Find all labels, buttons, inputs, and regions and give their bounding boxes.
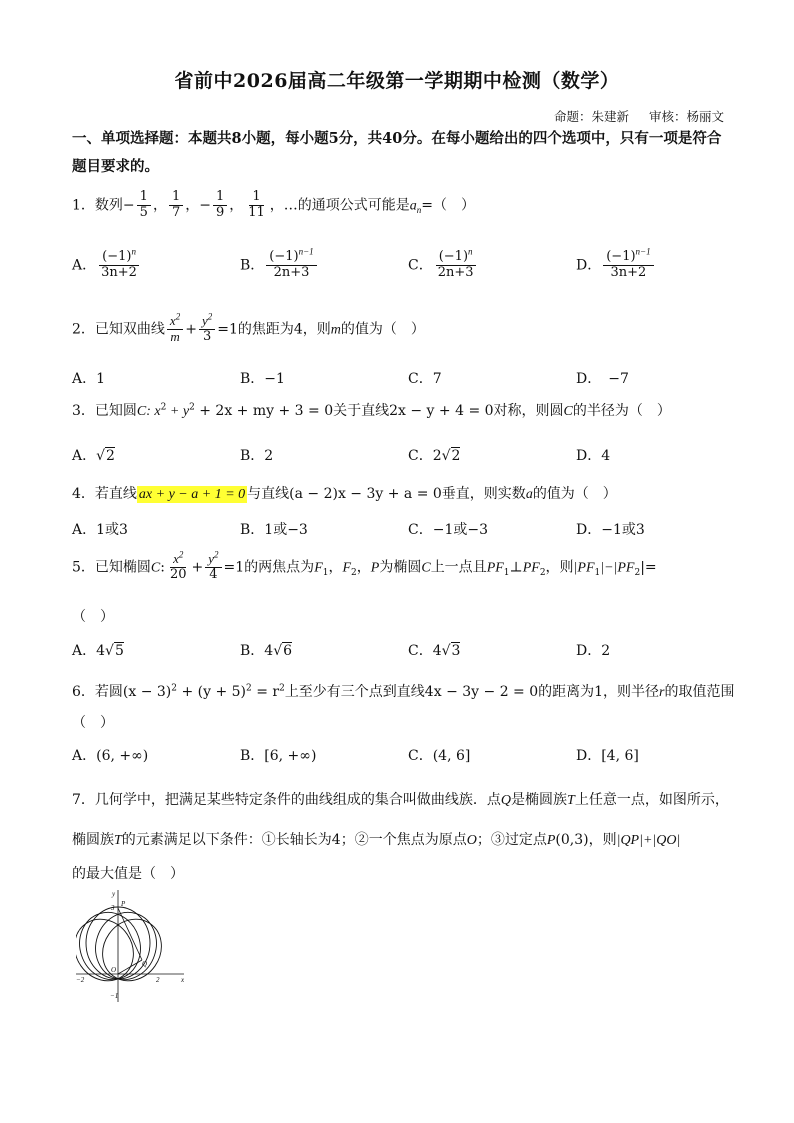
q1-frac-1-den: 5 [139,204,148,220]
q1-sign-1: − [122,197,135,214]
option-label: A． [72,448,97,464]
q5-prefix: 5．已知椭圆 [72,559,151,576]
q3-option-c[interactable]: C．2√2 [408,448,461,464]
q6-option-d[interactable]: D．[4, 6] [576,748,639,764]
q6-text2: + (y + 5) [177,684,247,700]
question-6: 6．若圆$(x - 3)^2 + (y + 5)^2 = r^2$上至少有三个点到直线4x − 3y − 2 = 0的距离为1，则半径r的取值范围 [72,683,735,700]
q5-frac-2 [205,549,221,583]
question-2: 2．已知双曲线 $\frac{x^2}{m}$ + $\frac{y^2}{3}$ =1的焦距为4，则m的值为（ ） [72,311,425,344]
q4-prefix: 4．若直线 [72,486,137,502]
reviewer-label: 审核：杨丽文 [648,109,724,124]
q7-l2d: (0,3)，则 [555,832,617,848]
q1-opt-d-den: 3n+2 [610,264,647,280]
q1-opt-d-frac [603,246,653,281]
q7-o: O [466,833,477,848]
q2-frac-2-den: 3 [202,328,212,344]
point-q-label: Q [142,960,148,968]
q1-frac-3 [213,190,227,221]
q5-option-c[interactable]: C．4√3 [408,643,461,659]
q7-l2b: 的元素满足以下条件：①长轴长为4；②一个焦点为原点 [121,832,467,848]
q1-option-d[interactable] [576,246,656,281]
q5-perp: ⊥ [509,559,523,576]
question-7-line-3: 的最大值是（ ） [72,866,184,882]
q1-frac-4-den: 11 [248,204,265,220]
q5-f2: F [342,560,352,576]
tick-neg1-label: −1 [110,992,119,1000]
q3-f: C [563,404,573,419]
q6-tail: 的取值范围 [664,684,735,700]
author-line [554,107,724,125]
q2-frac-1-num: $x^2$ [167,314,183,330]
point-p-label: P [121,900,126,908]
q5-cond: PF [486,560,504,576]
q5-opt-a-val: 5 [114,643,124,659]
q6-text4: 上至少有三个点到直线4x − 3y − 2 = 0的距离为1，则半径 [284,684,660,700]
q3-g: 的半径为（ ） [572,403,671,419]
q5-abs1: |PF [573,560,595,576]
q7-q: Q [500,793,512,808]
q5-f1n: x [173,551,179,566]
q4-tail: 的值为（ ） [532,486,617,502]
q2-option-d[interactable]: D． −7 [576,371,629,387]
q3-opt-a-val: 2 [106,448,115,464]
q7-l1a: 7．几何学中，把满足某些特定条件的曲线组成的集合叫做曲线族．点 [72,792,501,808]
q3-c: : x [146,404,161,419]
q1-opt-c-exp: n [468,246,473,257]
q5-mid: =1的两焦点为 [223,559,315,576]
option-label: C．2 [408,448,442,464]
q2-tail: 的值为（ ） [340,321,425,338]
q1-opt-b-den: 2n+3 [273,264,310,280]
option-label: B． [240,257,265,274]
q6-text: 6．若圆(x − 3) [72,684,172,700]
question-4 [72,483,617,503]
tick-2-label: 2 [156,976,160,984]
q7-p: P [546,833,556,848]
q1-frac-3-num: 1 [213,190,227,206]
q1-opt-c-frac [435,246,477,281]
section-heading: 一、单项选择题：本题共8小题，每小题5分，共40分。在每小题给出的四个选项中，只有一项是符合题目要求的。 [72,130,722,175]
origin-label: O [111,966,117,974]
q1-sign-3: − [199,197,211,214]
q3-opt-b-val: 2 [264,448,274,464]
q5-answer-paren: （ ） [72,609,114,625]
ellipse-family-figure [76,888,188,1006]
q4-option-c[interactable]: C．−1或−3 [408,522,488,538]
q2-option-c[interactable]: C．7 [408,371,442,387]
tick-3-label: 3 [111,904,115,912]
q1-opt-a-base: (−1) [102,249,132,264]
q3-e: + 2x + my + 3 = 0关于直线2x − y + 4 = 0对称，则圆 [194,403,564,419]
q5-option-a[interactable]: A．4√5 [72,643,124,659]
q1-opt-d-num [603,246,653,266]
q4-option-b[interactable]: B．1或−3 [240,522,308,538]
q6-text3: = r [251,684,280,700]
q1-tail: ，…的通项公式可能是 [269,197,410,214]
q3-option-d[interactable] [576,445,610,465]
q6-option-a[interactable]: A．(6, +∞) [72,748,149,764]
q7-l2e: |QP|+|QO| [616,833,681,848]
q5-frac-1-num: $x^2$ [170,552,186,568]
q5-f2n: y [208,551,215,566]
q1-frac-1-num: 1 [137,190,151,206]
q5-option-b[interactable]: B．4√6 [240,643,293,659]
q1-frac-3-den: 9 [215,204,225,220]
q5-p: P [370,560,380,576]
q1-opt-b-num [266,246,316,266]
q5-f1: F [314,560,323,576]
q1-opt-d-exp: n−1 [635,246,651,257]
q3-opt-c-val: 2 [451,448,461,464]
q5-opt-b-val: 6 [283,643,293,659]
q2-option-b[interactable]: B．−1 [240,371,285,387]
q1-eq-tail: =（ ） [421,197,476,214]
q4-option-d[interactable]: D．−1或3 [576,522,645,538]
question-3: 3．已知圆C: $x^2 + y^2 + 2x$ + my + 3 = 0关于直线2x − y + 4 = 0对称，则圆C的半径为（ ） [72,402,671,419]
q2-var: m [330,322,341,338]
q4-highlighted-equation: ax + y − a + 1 = 0 [138,487,246,502]
q5-c: C [150,560,161,576]
q2-f2n: y [201,313,208,328]
q3-opt-d-val: 4 [601,448,611,464]
q5-then: ，则 [545,559,574,576]
q1-frac-2 [169,190,183,221]
q2-frac-2-num: $y^2$ [199,314,215,330]
q5-opt-c-val: 3 [451,643,461,659]
q5-cond2: PF [522,560,540,576]
q2-frac-2 [199,311,215,345]
option-label: A． [72,257,97,274]
segment-oq [118,960,142,974]
q1-an-sub: n [416,205,422,216]
q1-opt-a-exp: n [131,246,136,257]
q5-c2: C [421,560,431,576]
q7-t2: T [114,833,122,848]
q1-frac-1 [137,190,151,221]
q5-frac-2-num: $y^2$ [205,552,221,568]
question-7-line-2 [72,829,680,849]
q1-opt-a-den: 3n+2 [101,264,137,280]
q2-frac-1 [167,311,183,345]
page-title: 省前中2026届高二年级第一学期期中检测（数学） [174,70,620,92]
q4-var: a [525,487,533,502]
q1-opt-c-base: (−1) [438,249,469,264]
q3-a: 3．已知圆 [72,403,137,419]
q2-prefix: 2．已知双曲线 [72,321,165,338]
option-label: D． [576,448,602,464]
q5-option-d[interactable] [576,640,610,660]
q5-abs1b: |−|PF [600,560,635,576]
question-5: 5．已知椭圆C: $\frac{x^2}{20}$ + $\frac{y^2}{4}$ =1的两焦点为$F_1$，$F_2$，P为椭圆C上一点且$PF_1\perp PF_2$，则$|PF_1|-|PF_2|=$ [72,549,657,582]
ellipse-5 [91,908,174,993]
ellipse-3 [87,904,165,987]
option-label: A．4 [72,643,106,659]
q1-opt-c-den: 2n+3 [437,264,474,280]
q1-opt-a-frac [98,246,140,281]
question-1: 1．数列− $\frac{1}{5}$ ， $\frac{1}{7}$ ，− $\frac{1}{9}$ ， $\frac{1}{11}$ ，…的通项公式可能是$a_n=$（ ） [72,189,476,220]
q2-option-a[interactable]: A．1 [72,371,106,387]
q1-opt-c-num [436,246,476,266]
option-label: C． [408,257,433,274]
q3-b: C [136,404,147,419]
q7-l1b: 是椭圆族 [511,792,568,808]
q7-l2c: ；③过定点 [476,832,547,848]
q5-mid3: 上一点且 [430,559,487,576]
q5-mid2: 为椭圆 [379,559,422,576]
q5-sep: ， [328,559,343,576]
q5-frac-2-den: 4 [209,566,218,582]
q1-prefix: 1．数列 [72,197,123,214]
q3-d: + y [166,404,190,419]
q1-frac-2-den: 7 [171,204,181,220]
option-label: B．4 [240,643,274,659]
option-label: B． [240,448,265,464]
q7-t: T [567,793,575,808]
x-axis-label: x [181,976,185,984]
q6-option-c[interactable]: C．(4, 6] [408,748,471,764]
q6-option-b[interactable]: B．[6, +∞) [240,748,317,764]
q1-opt-b-exp: n−1 [298,246,314,257]
option-label: C．4 [408,643,442,659]
q5-abs2b: |= [640,559,657,576]
question-7-line-1 [72,789,729,809]
q1-opt-b-frac [266,246,316,281]
q4-middle: 与直线(a − 2)x − 3y + a = 0垂直，则实数 [247,486,526,502]
q1-opt-d-base: (−1) [606,249,636,264]
q1-option-a[interactable] [72,246,142,281]
q4-option-a[interactable]: A．1或3 [72,522,128,538]
q3-option-a[interactable]: A．√2 [72,448,115,464]
q6-answer-paren: （ ） [72,715,114,731]
option-label: D． [576,257,602,274]
q1-an: a [409,198,417,214]
q2-frac-1-den: m [170,328,180,344]
q1-frac-4-num: 1 [249,190,263,206]
q1-opt-a-num [99,246,139,266]
option-label: D．2 [576,643,611,659]
q6-r: r [659,685,665,700]
q1-option-b[interactable] [240,246,319,281]
q3-option-b[interactable] [240,445,273,465]
q2-mid: =1的焦距为4，则 [217,321,331,338]
q7-l2a: 椭圆族 [72,832,114,848]
q1-option-c[interactable] [408,246,479,281]
q5-frac-1 [167,549,190,583]
y-axis-label: y [112,890,116,898]
q1-frac-4 [245,190,268,221]
q1-opt-b-base: (−1) [269,249,299,264]
ellipse-family-diagram [76,888,188,1006]
q2-f1n: x [169,313,176,328]
q1-frac-2-num: 1 [169,190,183,206]
setter-label: 命题：朱建新 [553,109,629,124]
q5-colon: : [160,559,165,576]
q7-l1c: 上任意一点，如图所示， [574,792,729,808]
tick-neg2-label: −2 [76,976,85,984]
q5-frac-1-den: 20 [169,566,187,582]
